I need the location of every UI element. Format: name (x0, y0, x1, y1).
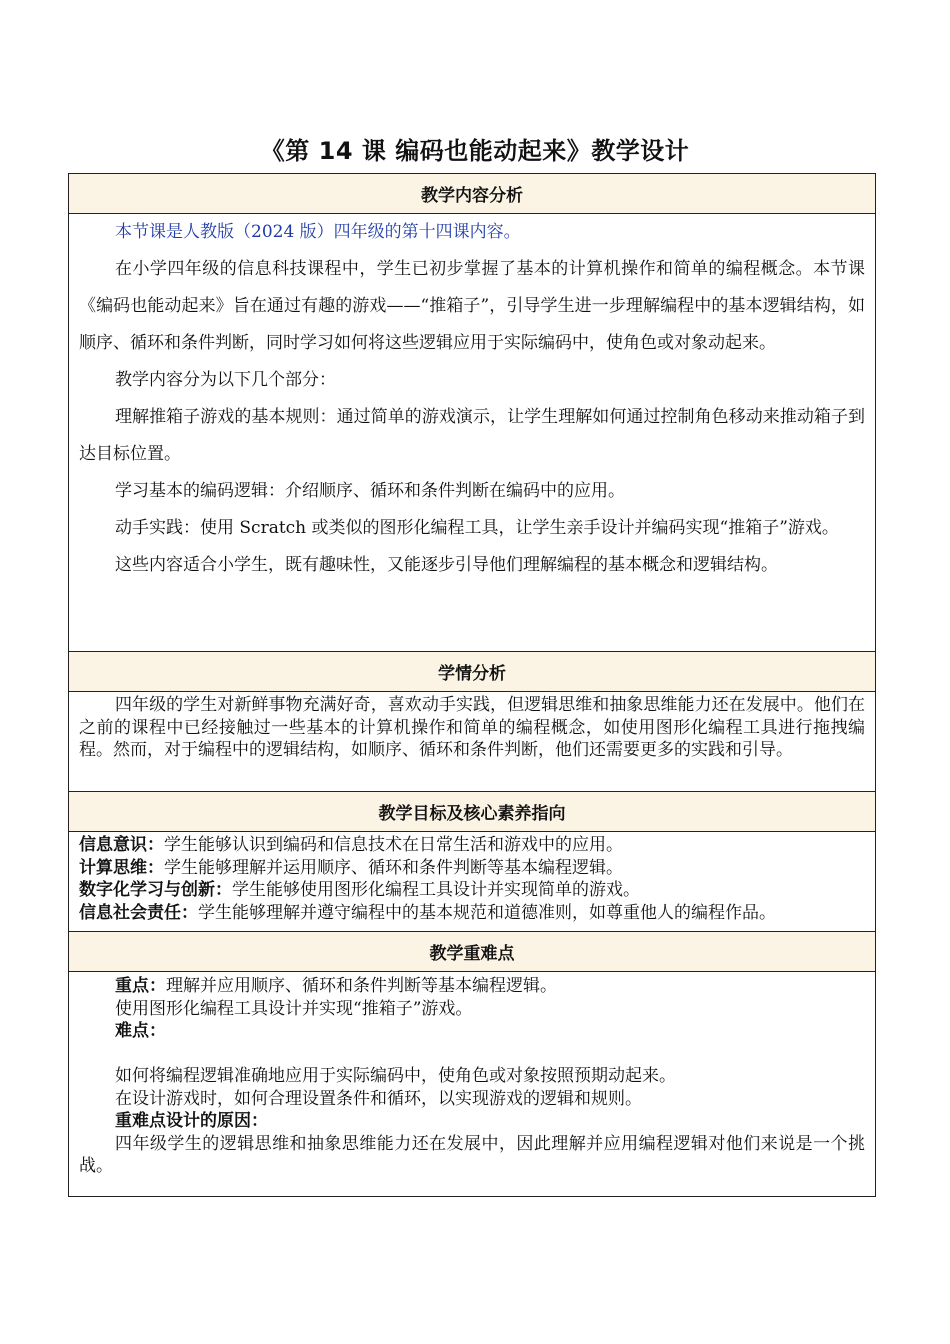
section-header-objectives: 教学目标及核心素养指向 (69, 792, 875, 832)
objective-label: 信息社会责任： (79, 902, 198, 923)
difficult-point-label: 难点： (115, 1021, 166, 1041)
content-paragraph: 教学内容分为以下几个部分： (115, 370, 336, 390)
objective-text: 学生能够认识到编码和信息技术在日常生活和游戏中的应用。 (164, 835, 623, 855)
section-header-key-points: 教学重难点 (69, 932, 875, 972)
section-body-content-analysis (69, 214, 875, 652)
objective-item (79, 834, 865, 857)
content-paragraph: 在小学四年级的信息科技课程中，学生已初步掌握了基本的计算机操作和简单的编程概念。本节课《编码也能动起来》旨在通过有趣的游戏——“推箱子”，引导学生进一步理解编程中的基本逻辑结构，如顺序、循环和条件判断，同时学习如何将这些逻辑应用于实际编码中，使角色或对象动起来。 (79, 259, 865, 353)
blank-line (79, 1043, 865, 1066)
intro-paragraph: 本节课是人教版（2024 版）四年级的第十四课内容。 (115, 222, 521, 242)
objective-label: 数字化学习与创新： (79, 880, 232, 900)
section-header-content-analysis: 教学内容分析 (69, 174, 875, 214)
objective-text: 学生能够理解并运用顺序、循环和条件判断等基本编程逻辑。 (164, 857, 623, 878)
lesson-plan-table (68, 173, 876, 1197)
section-body-learner-analysis (69, 692, 875, 792)
document-title: 《第 14 课 编码也能动起来》教学设计 (260, 137, 690, 165)
key-point-line (79, 975, 865, 998)
key-point-line: 使用图形化编程工具设计并实现“推箱子”游戏。 (115, 998, 473, 1019)
objective-label: 计算思维： (79, 857, 164, 878)
objective-text: 学生能够使用图形化编程工具设计并实现简单的游戏。 (232, 880, 640, 900)
content-paragraph: 学习基本的编码逻辑：介绍顺序、循环和条件判断在编码中的应用。 (115, 481, 625, 501)
section-body-objectives (69, 832, 875, 932)
objective-item (79, 879, 865, 902)
section-header-learner-analysis: 学情分析 (69, 652, 875, 692)
difficult-point-item: 在设计游戏时，如何合理设置条件和循环，以实现游戏的逻辑和规则。 (115, 1088, 642, 1109)
section-body-key-points (69, 972, 875, 1196)
reason-label: 重难点设计的原因： (115, 1111, 268, 1131)
content-paragraph: 这些内容适合小学生，既有趣味性，又能逐步引导他们理解编程的基本概念和逻辑结构。 (115, 555, 778, 575)
content-paragraph: 动手实践：使用 Scratch 或类似的图形化编程工具，让学生亲手设计并编码实现“推箱子”游戏。 (115, 518, 839, 538)
reason-text: 四年级学生的逻辑思维和抽象思维能力还在发展中，因此理解并应用编程逻辑对他们来说是一个挑战。 (79, 1133, 865, 1176)
difficult-point-item: 如何将编程逻辑准确地应用于实际编码中，使角色或对象按照预期动起来。 (115, 1066, 676, 1086)
objective-label: 信息意识： (79, 835, 164, 855)
objective-item (79, 857, 865, 880)
learner-paragraph: 四年级的学生对新鲜事物充满好奇，喜欢动手实践，但逻辑思维和抽象思维能力还在发展中。他们在之前的课程中已经接触过一些基本的计算机操作和简单的编程概念，如使用图形化编程工具进行拖拽编程。然而，对于编程中的逻辑结构，如顺序、循环和条件判断，他们还需要更多的实践和引导。 (79, 695, 865, 760)
key-point-text: 理解并应用顺序、循环和条件判断等基本编程逻辑。 (166, 976, 557, 996)
key-point-label: 重点： (115, 976, 166, 996)
objective-text: 学生能够理解并遵守编程中的基本规范和道德准则，如尊重他人的编程作品。 (198, 902, 776, 923)
difficult-point-label-line (79, 1020, 865, 1043)
objective-item (79, 902, 865, 925)
reason-label-line (79, 1110, 865, 1133)
content-paragraph: 理解推箱子游戏的基本规则：通过简单的游戏演示，让学生理解如何通过控制角色移动来推动箱子到达目标位置。 (79, 407, 865, 464)
